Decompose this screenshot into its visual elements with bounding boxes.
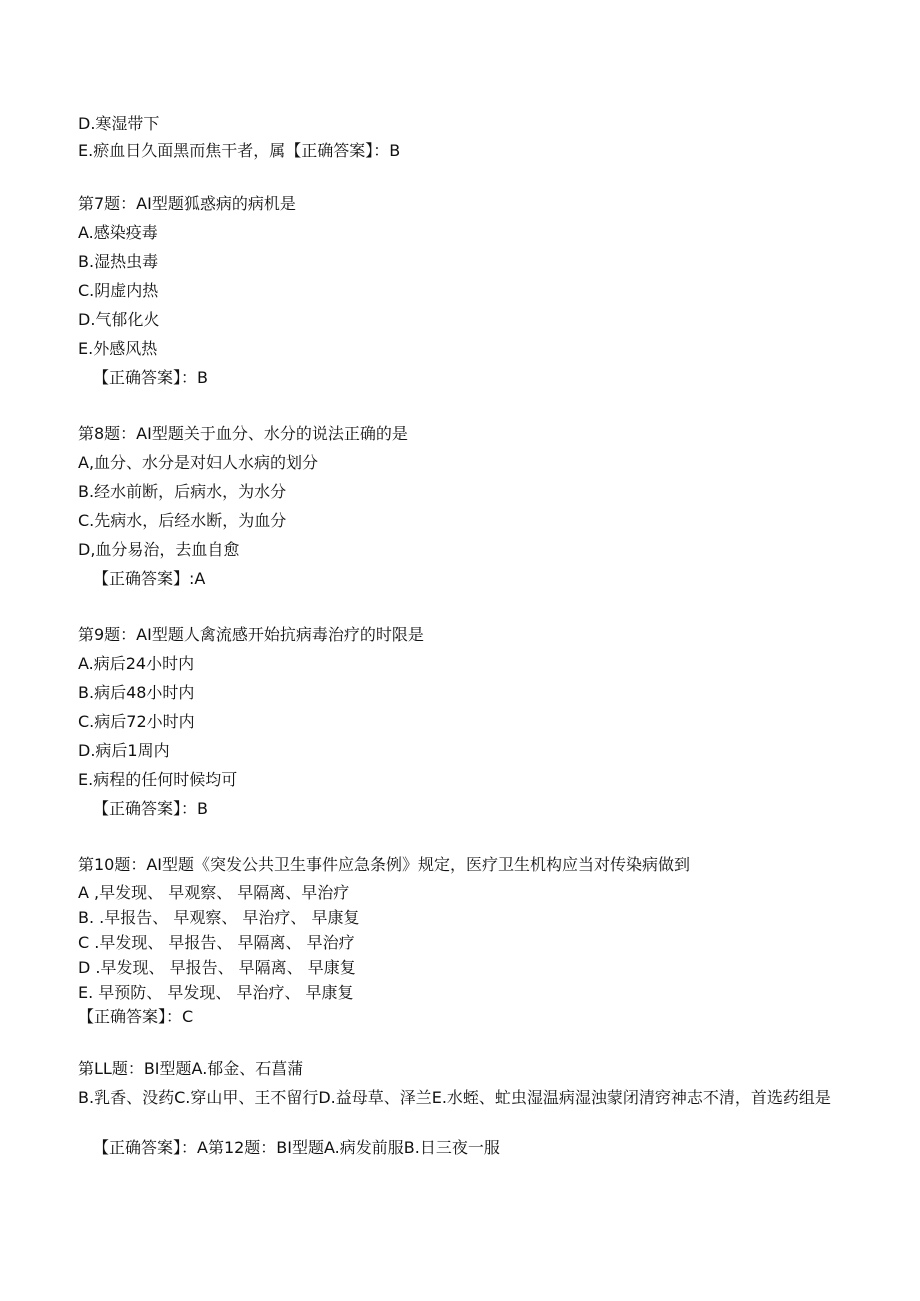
- question-heading: 第7题：AI型题狐惑病的病机是: [78, 194, 296, 213]
- option: D.病后1周内: [78, 741, 170, 760]
- text-line: B.乳香、没药C.穿山甲、王不留行D.益母草、泽兰E.水蛭、虻虫湿温病湿浊蒙闭清窍神志不清，首选药组是: [78, 1088, 831, 1107]
- question-heading: 第LL题：BI型题A.郁金、石菖蒲: [78, 1059, 304, 1078]
- option: E. 早预防、 早发现、 早治疗、 早康复: [78, 983, 354, 1002]
- answer: 【正确答案】：B: [93, 799, 208, 818]
- option: E.外感风热: [78, 339, 158, 358]
- option: C.病后72小时内: [78, 712, 195, 731]
- option: A ,早发现、 早观察、 早隔离、早治疗: [78, 883, 350, 902]
- question-heading: 第10题：AI型题《突发公共卫生事件应急条例》规定，医疗卫生机构应当对传染病做到: [78, 855, 691, 874]
- option: A.感染疫毒: [78, 223, 158, 242]
- option: C .早发现、 早报告、 早隔离、 早治疗: [78, 933, 355, 952]
- option: B.病后48小时内: [78, 683, 195, 702]
- option: A,血分、水分是对妇人水病的划分: [78, 453, 319, 472]
- option: C.阴虚内热: [78, 281, 159, 300]
- option: E.病程的任何时候均可: [78, 770, 238, 789]
- option: B.湿热虫毒: [78, 252, 159, 271]
- option: D.气郁化火: [78, 310, 160, 329]
- option: B. .早报告、 早观察、 早治疗、 早康复: [78, 908, 360, 927]
- option: C.先病水，后经水断，为血分: [78, 511, 287, 530]
- option: D .早发现、 早报告、 早隔离、 早康复: [78, 958, 356, 977]
- option: A.病后24小时内: [78, 654, 195, 673]
- text-line: D.寒湿带下: [78, 114, 160, 133]
- question-heading: 第8题：AI型题关于血分、水分的说法正确的是: [78, 424, 408, 443]
- question-heading: 第9题：AI型题人禽流感开始抗病毒治疗的时限是: [78, 625, 424, 644]
- answer: 【正确答案】：A第12题：BI型题A.病发前服B.日三夜一服: [93, 1138, 500, 1157]
- answer: 【正确答案】：B: [93, 368, 208, 387]
- answer: 【正确答案】：C: [78, 1007, 194, 1026]
- option: B.经水前断，后病水，为水分: [78, 482, 287, 501]
- option: D,血分易治，去血自愈: [78, 540, 240, 559]
- answer: 【正确答案】:A: [93, 569, 206, 588]
- text-line: E.瘀血日久面黑而焦干者，属【正确答案】：B: [78, 141, 401, 160]
